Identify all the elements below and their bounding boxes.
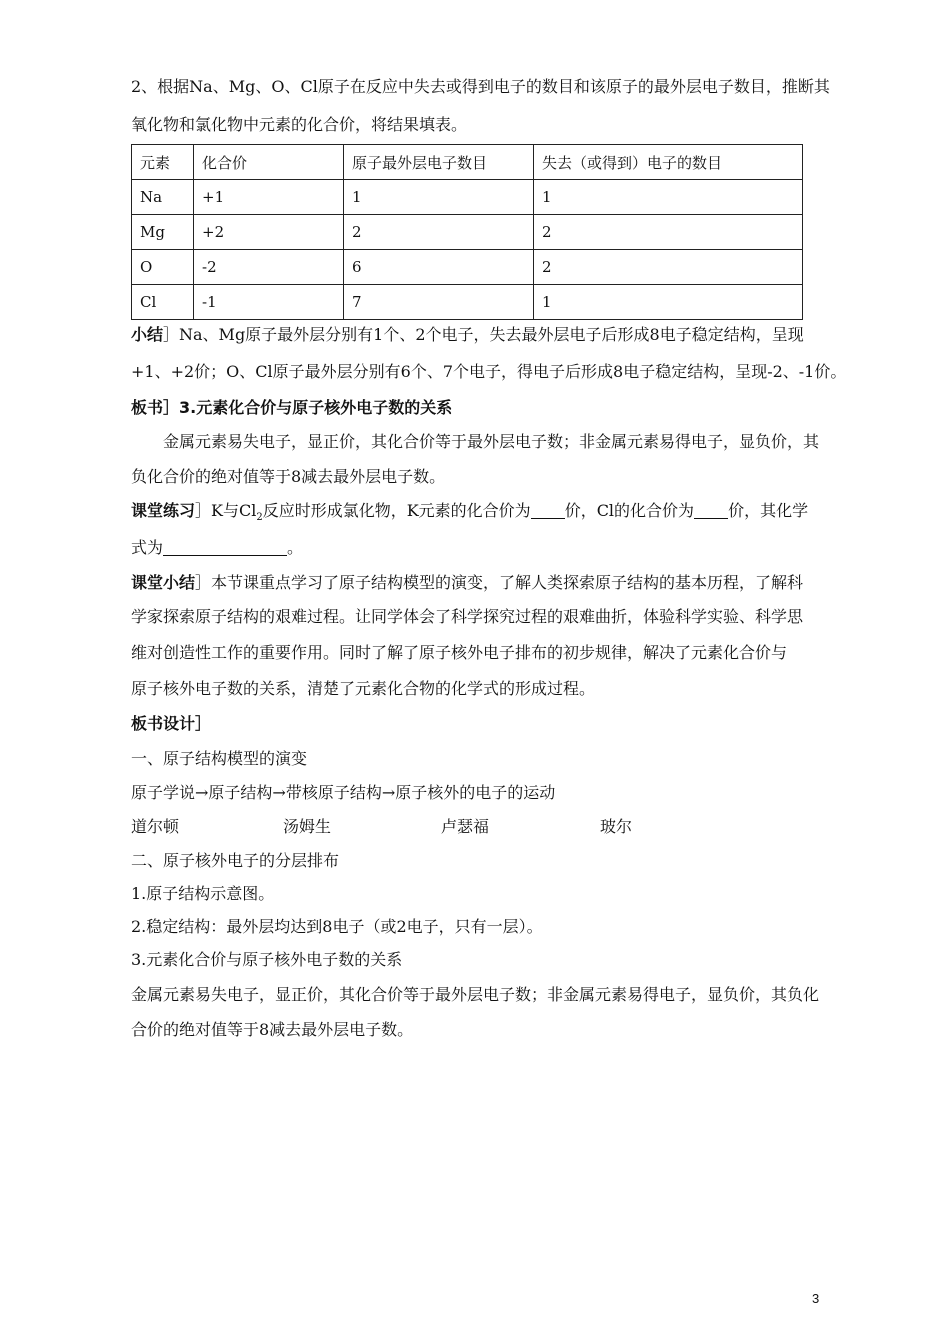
summary-text: ］Na、Mg原子最外层分别有1个、2个电子，失去最外层电子后形成8电子稳定结构，呈现 bbox=[163, 325, 804, 344]
table-header-cell: 原子最外层电子数目 bbox=[344, 145, 534, 180]
summary-line-1 bbox=[131, 325, 804, 345]
table-row bbox=[132, 180, 803, 215]
table-cell: 6 bbox=[344, 250, 534, 285]
intro-line-1: 2、根据Na、Mg、O、Cl原子在反应中失去或得到电子的数目和该原子的最外层电子数目，推断其 bbox=[131, 77, 830, 96]
table-cell: Cl bbox=[132, 285, 194, 320]
section-2-title: 二、原子核外电子的分层排布 bbox=[131, 851, 340, 870]
exercise-text: 反应时形成氯化物，K元素的化合价为 bbox=[262, 501, 531, 520]
exercise-text: 式为 bbox=[131, 538, 164, 557]
class-summary-line-4: 原子核外电子数的关系，清楚了元素化合物的化学式的形成过程。 bbox=[131, 679, 596, 698]
table-cell: -1 bbox=[194, 285, 344, 320]
page-number: 3 bbox=[812, 1291, 820, 1306]
class-summary-line-2: 学家探索原子结构的艰难过程。让同学体会了科学探究过程的艰难曲折，体验科学实验、科学思 bbox=[131, 607, 804, 626]
table-cell: +2 bbox=[194, 215, 344, 250]
answer-blank[interactable] bbox=[694, 502, 728, 519]
table-cell: 2 bbox=[534, 250, 803, 285]
item-3: 3.元素化合价与原子核外电子数的关系 bbox=[131, 950, 403, 969]
table-cell: O bbox=[132, 250, 194, 285]
summary-label: 小结 bbox=[131, 325, 164, 344]
table-cell: 2 bbox=[534, 215, 803, 250]
exercise-text: 。 bbox=[287, 538, 304, 557]
class-summary-line-1 bbox=[131, 573, 803, 593]
table-cell: 2 bbox=[344, 215, 534, 250]
class-summary-label: 课堂小结 bbox=[131, 573, 196, 592]
table-cell: 7 bbox=[344, 285, 534, 320]
exercise-line-1 bbox=[131, 501, 809, 524]
table-header-row bbox=[132, 145, 803, 180]
class-summary-text: ］本节课重点学习了原子结构模型的演变，了解人类探索原子结构的基本历程，了解科 bbox=[195, 573, 804, 592]
exercise-text: 价，Cl的化合价为 bbox=[564, 501, 695, 520]
table-header-cell: 化合价 bbox=[194, 145, 344, 180]
table-header-cell: 元素 bbox=[132, 145, 194, 180]
board-body-line-2: 负化合价的绝对值等于8减去最外层电子数。 bbox=[131, 467, 446, 486]
answer-blank[interactable] bbox=[531, 502, 565, 519]
scientist-name: 汤姆生 bbox=[283, 817, 332, 836]
class-summary-line-3: 维对创造性工作的重要作用。同时了解了原子核外电子排布的初步规律，解决了元素化合价与 bbox=[131, 643, 788, 662]
table-cell: +1 bbox=[194, 180, 344, 215]
table-row bbox=[132, 285, 803, 320]
summary-line-2: +1、+2价；O、Cl原子最外层分别有6个、7个电子，得电子后形成8电子稳定结构，呈现-2、-1价。 bbox=[131, 362, 847, 381]
table-cell: Mg bbox=[132, 215, 194, 250]
board-heading: 板书］3.元素化合价与原子核外电子数的关系 bbox=[131, 398, 453, 417]
scientist-name: 卢瑟福 bbox=[441, 817, 490, 836]
exercise-text: ］K与Cl bbox=[195, 501, 257, 520]
valence-table bbox=[131, 144, 803, 320]
board-design-heading: 板书设计］ bbox=[131, 714, 212, 733]
table-row bbox=[132, 215, 803, 250]
board-body-line-1: 金属元素易失电子，显正价，其化合价等于最外层电子数；非金属元素易得电子，显负价，其 bbox=[163, 432, 820, 451]
exercise-text: 价，其化学 bbox=[728, 501, 809, 520]
design-body-line-1: 金属元素易失电子，显正价，其化合价等于最外层电子数；非金属元素易得电子，显负价，其负化 bbox=[131, 985, 820, 1004]
evolution-chain: 原子学说→原子结构→带核原子结构→原子核外的电子的运动 bbox=[131, 783, 556, 802]
table-row bbox=[132, 250, 803, 285]
table-cell: -2 bbox=[194, 250, 344, 285]
intro-line-2: 氧化物和氯化物中元素的化合价，将结果填表。 bbox=[131, 115, 468, 134]
table-cell: 1 bbox=[534, 285, 803, 320]
design-body-line-2: 合价的绝对值等于8减去最外层电子数。 bbox=[131, 1020, 414, 1039]
table-cell: 1 bbox=[344, 180, 534, 215]
scientist-name: 道尔顿 bbox=[131, 817, 180, 836]
section-1-title: 一、原子结构模型的演变 bbox=[131, 749, 308, 768]
subscript: 2 bbox=[256, 512, 263, 524]
answer-blank[interactable] bbox=[163, 539, 287, 556]
exercise-line-2 bbox=[131, 538, 303, 558]
table-cell: 1 bbox=[534, 180, 803, 215]
table-header-cell: 失去（或得到）电子的数目 bbox=[534, 145, 803, 180]
exercise-label: 课堂练习 bbox=[131, 501, 196, 520]
table-cell: Na bbox=[132, 180, 194, 215]
item-1: 1.原子结构示意图。 bbox=[131, 884, 275, 903]
scientist-name: 玻尔 bbox=[600, 817, 633, 836]
item-2: 2.稳定结构：最外层均达到8电子（或2电子，只有一层）。 bbox=[131, 917, 543, 936]
